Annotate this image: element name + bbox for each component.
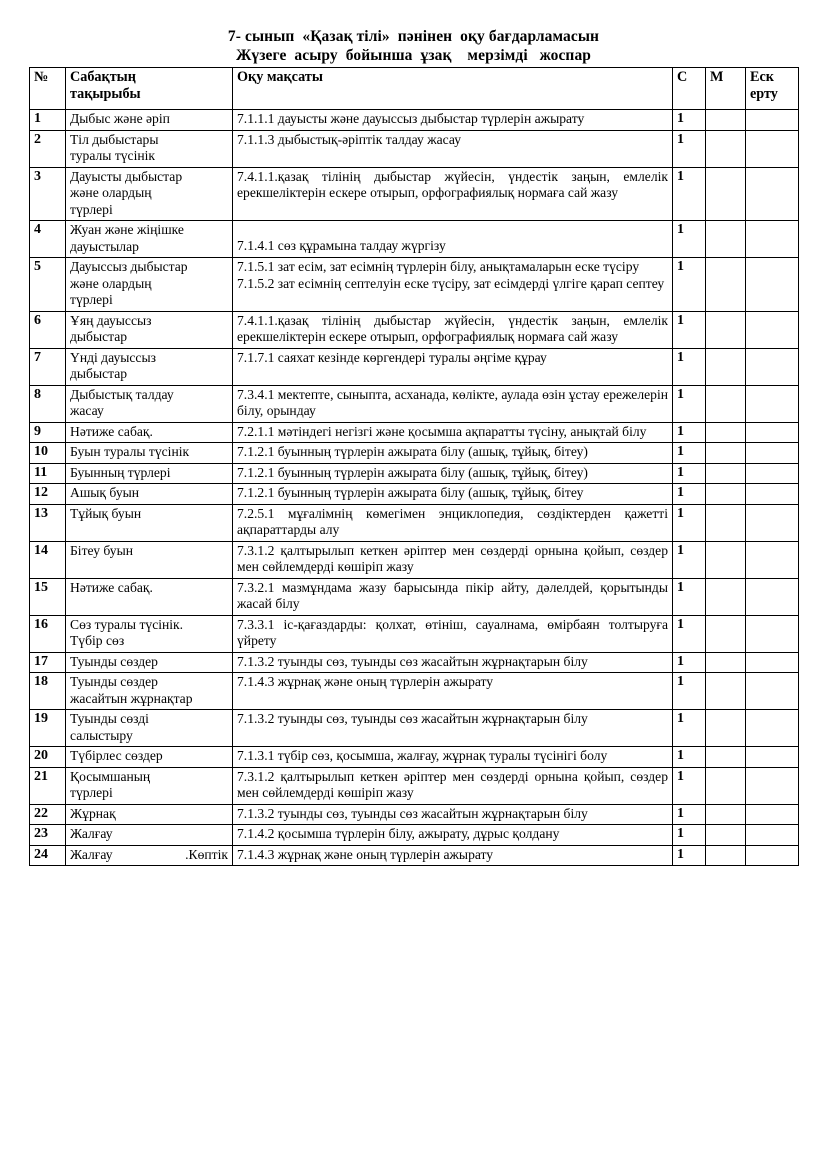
learning-objective-text: 7.4.1.1.қазақ тілінің дыбыстар жүйесін, үндестік заңын, емлелік ерекшеліктерін ескере отырып, орфографиялық нормаға сай жазу	[237, 312, 668, 344]
table-body	[30, 110, 799, 866]
month-cell	[706, 767, 746, 804]
table-row	[30, 463, 799, 484]
learning-objective-text: 7.3.3.1 іс-қағаздарды: қолхат, өтініш, сауалнама, өмірбаян толтыруға үйрету	[237, 616, 668, 648]
lesson-topic	[66, 615, 233, 652]
lesson-topic-line1: Дауысты дыбыстар	[70, 168, 183, 184]
lesson-topic-line1: Ұяң дауыссыз	[70, 312, 152, 328]
lesson-topic-line3: түрлері	[70, 201, 113, 217]
table-row	[30, 747, 799, 768]
note-cell	[746, 463, 799, 484]
note-cell	[746, 504, 799, 541]
table-row	[30, 652, 799, 673]
lesson-topic-line2: туралы түсінік	[70, 148, 156, 163]
lesson-topic	[66, 710, 233, 747]
table-row	[30, 443, 799, 464]
learning-objective-text: 7.1.3.1 түбір сөз, қосымша, жалғау, жұрнақ туралы түсінігі болу	[237, 748, 608, 763]
table-row	[30, 710, 799, 747]
note-cell	[746, 541, 799, 578]
table-row	[30, 541, 799, 578]
lesson-topic-line2: Түбір сөз	[70, 633, 125, 648]
learning-objective-text-2: 7.1.5.2 зат есімнің септелуін еске түсіру, зат есімдерді үлгіге қарап септеу	[237, 275, 665, 291]
lesson-topic	[66, 221, 233, 258]
note-cell	[746, 673, 799, 710]
lesson-topic-line1: Сөз туралы түсінік.	[70, 616, 184, 632]
learning-objective	[233, 504, 673, 541]
hours-count: 1	[673, 221, 706, 258]
hours-count: 1	[673, 167, 706, 221]
lesson-topic-line1: Жуан және жіңішке	[70, 222, 184, 237]
table-row	[30, 167, 799, 221]
note-cell	[746, 652, 799, 673]
row-number: 19	[30, 710, 66, 747]
note-cell	[746, 443, 799, 464]
header-note	[746, 68, 799, 110]
note-cell	[746, 348, 799, 385]
learning-objective-text: 7.2.1.1 мәтіндегі негізгі және қосымша ақпаратты түсіну, анықтай білу	[237, 423, 647, 439]
table-row	[30, 615, 799, 652]
hours-count: 1	[673, 578, 706, 615]
table-header-row	[30, 68, 799, 110]
learning-objective	[233, 615, 673, 652]
lesson-topic	[66, 348, 233, 385]
note-cell	[746, 385, 799, 422]
hours-count: 1	[673, 504, 706, 541]
lesson-topic-left: Жалғау	[70, 846, 113, 862]
month-cell	[706, 615, 746, 652]
lesson-topic	[66, 311, 233, 348]
header-topic	[66, 68, 233, 110]
month-cell	[706, 747, 746, 768]
learning-objective-text: 7.1.3.2 туынды сөз, туынды сөз жасайтын жұрнақтарын білу	[237, 711, 588, 726]
learning-objective-text: 7.3.1.2 қалтырылып кеткен әріптер мен сөздерді орнына қойып, сөздер мен сөйлемдерді көшіріп жазу	[237, 768, 668, 800]
learning-objective-text: 7.1.4.1 сөз құрамына талдау жүргізу	[237, 238, 446, 253]
lesson-topic	[66, 385, 233, 422]
month-cell	[706, 845, 746, 866]
month-cell	[706, 673, 746, 710]
lesson-topic: Нәтиже сабақ.	[66, 422, 233, 443]
table-row	[30, 804, 799, 825]
hours-count: 1	[673, 767, 706, 804]
header-note-line-2: ерту	[750, 85, 778, 102]
hours-count: 1	[673, 710, 706, 747]
hours-count: 1	[673, 825, 706, 846]
lesson-topic-line2: дауыстылар	[70, 238, 139, 254]
note-cell	[746, 615, 799, 652]
learning-objective	[233, 258, 673, 312]
month-cell	[706, 825, 746, 846]
learning-objective-text: 7.1.5.1 зат есім, зат есімнің түрлерін білу, анықтамаларын еске түсіру	[237, 259, 640, 274]
learning-objective	[233, 311, 673, 348]
learning-objective	[233, 463, 673, 484]
table-row	[30, 130, 799, 167]
row-number: 7	[30, 348, 66, 385]
hours-count: 1	[673, 845, 706, 866]
goal-spacer	[237, 222, 668, 238]
hours-count: 1	[673, 541, 706, 578]
hours-count: 1	[673, 673, 706, 710]
note-cell	[746, 767, 799, 804]
hours-count: 1	[673, 130, 706, 167]
month-cell	[706, 110, 746, 131]
hours-count: 1	[673, 443, 706, 464]
lesson-topic	[66, 845, 233, 866]
lesson-topic	[66, 167, 233, 221]
learning-objective-text: 7.1.2.1 буынның түрлерін ажырата білу (ашық, тұйық, бітеу)	[237, 464, 588, 480]
lesson-topic-line2: дыбыстар	[70, 366, 128, 381]
table-row	[30, 422, 799, 443]
lesson-topic: Жалғау	[66, 825, 233, 846]
learning-objective-text: 7.1.1.1 дауысты және дауыссыз дыбыстар түрлерін ажырату	[237, 111, 585, 126]
lesson-topic: Дыбыс және әріп	[66, 110, 233, 131]
learning-objective	[233, 541, 673, 578]
learning-objective	[233, 652, 673, 673]
month-cell	[706, 443, 746, 464]
hours-count: 1	[673, 652, 706, 673]
month-cell	[706, 578, 746, 615]
lesson-topic: Бітеу буын	[66, 541, 233, 578]
learning-objective-text: 7.1.2.1 буынның түрлерін ажырата білу (ашық, тұйық, бітеу)	[237, 444, 588, 459]
row-number: 15	[30, 578, 66, 615]
row-number: 24	[30, 845, 66, 866]
hours-count: 1	[673, 747, 706, 768]
lesson-topic-line1: Дыбыстық талдау	[70, 386, 174, 402]
note-cell	[746, 167, 799, 221]
note-cell	[746, 311, 799, 348]
table-row	[30, 484, 799, 505]
note-cell	[746, 825, 799, 846]
learning-objective	[233, 443, 673, 464]
row-number: 12	[30, 484, 66, 505]
month-cell	[706, 484, 746, 505]
header-topic-line-1: Сабақтың	[70, 69, 136, 85]
table-row	[30, 673, 799, 710]
hours-count: 1	[673, 804, 706, 825]
lesson-topic: Ашық буын	[66, 484, 233, 505]
month-cell	[706, 130, 746, 167]
title-line-1: 7- сынып «Қазақ тілі» пәнінен оқу бағдарламасын	[227, 28, 600, 45]
month-cell	[706, 652, 746, 673]
learning-objective-text: 7.1.3.2 туынды сөз, туынды сөз жасайтын жұрнақтарын білу	[237, 653, 588, 669]
note-cell	[746, 221, 799, 258]
row-number: 10	[30, 443, 66, 464]
lesson-topic-line2: және олардың	[70, 275, 152, 291]
learning-objective	[233, 167, 673, 221]
row-number: 13	[30, 504, 66, 541]
learning-objective-text: 7.1.7.1 саяхат кезінде көргендері туралы әңгіме құрау	[237, 349, 547, 365]
table-row	[30, 258, 799, 312]
lesson-topic: Тұйық буын	[66, 504, 233, 541]
learning-objective-text: 7.1.4.2 қосымша түрлерін білу, ажырату, дұрыс қолдану	[237, 826, 560, 841]
hours-count: 1	[673, 484, 706, 505]
note-cell	[746, 110, 799, 131]
learning-objective	[233, 710, 673, 747]
table-row	[30, 825, 799, 846]
month-cell	[706, 710, 746, 747]
learning-objective	[233, 804, 673, 825]
lesson-topic-line1: Тіл дыбыстары	[70, 131, 159, 147]
hours-count: 1	[673, 422, 706, 443]
note-cell	[746, 710, 799, 747]
hours-count: 1	[673, 311, 706, 348]
row-number: 9	[30, 422, 66, 443]
lesson-topic-line2: жасайтын жұрнақтар	[70, 690, 193, 706]
row-number: 4	[30, 221, 66, 258]
lesson-topic-line2: дыбыстар	[70, 329, 128, 344]
table-row	[30, 311, 799, 348]
learning-objective-text: 7.1.4.3 жұрнақ және оның түрлерін ажырату	[237, 846, 494, 862]
learning-objective-text: 7.3.2.1 мазмұндама жазу барысында пікір айту, дәлелдей, қорытынды жасай білу	[237, 579, 668, 611]
hours-count: 1	[673, 348, 706, 385]
lesson-topic-right: .Көптік	[185, 846, 228, 862]
table-row	[30, 110, 799, 131]
learning-objective-text: 7.1.4.3 жұрнақ және оның түрлерін ажырату	[237, 674, 494, 689]
note-cell	[746, 804, 799, 825]
title-line-2: Жүзеге асыру бойынша ұзақ мерзімді жоспар	[235, 47, 592, 64]
month-cell	[706, 348, 746, 385]
lesson-topic-line2: және олардың	[70, 185, 152, 200]
lesson-topic-line2: салыстыру	[70, 727, 133, 743]
header-hours: С	[673, 68, 706, 110]
month-cell	[706, 167, 746, 221]
month-cell	[706, 504, 746, 541]
lesson-topic: Түбірлес сөздер	[66, 747, 233, 768]
note-cell	[746, 747, 799, 768]
row-number: 18	[30, 673, 66, 710]
table-row	[30, 845, 799, 866]
document-title	[0, 0, 827, 65]
table-row	[30, 348, 799, 385]
header-number: №	[30, 68, 66, 110]
row-number: 16	[30, 615, 66, 652]
long-term-plan-table	[29, 67, 799, 866]
lesson-topic	[66, 130, 233, 167]
learning-objective	[233, 825, 673, 846]
lesson-topic-line1: Дауыссыз дыбыстар	[70, 259, 188, 274]
lesson-topic-line3: түрлері	[70, 292, 113, 307]
learning-objective	[233, 767, 673, 804]
learning-objective	[233, 221, 673, 258]
note-cell	[746, 422, 799, 443]
row-number: 14	[30, 541, 66, 578]
month-cell	[706, 804, 746, 825]
learning-objective-text: 7.1.2.1 буынның түрлерін ажырата білу (ашық, тұйық, бітеу	[237, 485, 584, 500]
learning-objective	[233, 385, 673, 422]
learning-objective	[233, 747, 673, 768]
hours-count: 1	[673, 385, 706, 422]
learning-objective-text: 7.3.4.1 мектепте, сыныпта, асханада, көлікте, аулада өзін ұстау ережелерін білу, орындау	[237, 386, 668, 418]
row-number: 6	[30, 311, 66, 348]
learning-objective-text: 7.1.1.3 дыбыстық-әріптік талдау жасау	[237, 131, 461, 147]
row-number: 8	[30, 385, 66, 422]
learning-objective	[233, 673, 673, 710]
lesson-topic	[66, 673, 233, 710]
table-row	[30, 578, 799, 615]
hours-count: 1	[673, 615, 706, 652]
month-cell	[706, 311, 746, 348]
lesson-topic-line1: Туынды сөзді	[70, 711, 149, 726]
hours-count: 1	[673, 110, 706, 131]
lesson-topic: Туынды сөздер	[66, 652, 233, 673]
table-row	[30, 767, 799, 804]
row-number: 21	[30, 767, 66, 804]
note-cell	[746, 130, 799, 167]
learning-objective-text: 7.3.1.2 қалтырылып кеткен әріптер мен сөздерді орнына қойып, сөздер мен сөйлемдерді көшіріп жазу	[237, 542, 668, 574]
lesson-topic-line1: Қосымшаның	[70, 768, 151, 784]
learning-objective-text: 7.1.3.2 туынды сөз, туынды сөз жасайтын жұрнақтарын білу	[237, 805, 588, 821]
learning-objective-text: 7.4.1.1.қазақ тілінің дыбыстар жүйесін, үндестік заңын, емлелік ерекшеліктерін ескере отырып, орфографиялық нормаға сай жазу	[237, 168, 668, 200]
month-cell	[706, 541, 746, 578]
month-cell	[706, 463, 746, 484]
hours-count: 1	[673, 258, 706, 312]
hours-count: 1	[673, 463, 706, 484]
lesson-topic-line2: жасау	[70, 403, 104, 418]
lesson-topic-line1: Туынды сөздер	[70, 674, 158, 689]
learning-objective	[233, 578, 673, 615]
lesson-topic	[66, 258, 233, 312]
row-number: 5	[30, 258, 66, 312]
row-number: 17	[30, 652, 66, 673]
learning-objective	[233, 484, 673, 505]
row-number: 3	[30, 167, 66, 221]
lesson-topic-line2: түрлері	[70, 785, 113, 800]
learning-objective	[233, 130, 673, 167]
learning-objective	[233, 845, 673, 866]
learning-objective	[233, 422, 673, 443]
header-topic-line-2: тақырыбы	[70, 85, 141, 102]
header-note-line-1: Еск	[750, 69, 774, 85]
header-goal: Оқу мақсаты	[233, 68, 673, 110]
row-number: 22	[30, 804, 66, 825]
table-row	[30, 221, 799, 258]
month-cell	[706, 221, 746, 258]
note-cell	[746, 578, 799, 615]
note-cell	[746, 845, 799, 866]
lesson-topic: Жұрнақ	[66, 804, 233, 825]
row-number: 20	[30, 747, 66, 768]
row-number: 11	[30, 463, 66, 484]
note-cell	[746, 258, 799, 312]
lesson-topic: Буын туралы түсінік	[66, 443, 233, 464]
table-row	[30, 504, 799, 541]
lesson-topic-line1: Үнді дауыссыз	[70, 349, 156, 365]
lesson-topic: Буынның түрлері	[66, 463, 233, 484]
lesson-topic: Нәтиже сабақ.	[66, 578, 233, 615]
learning-objective	[233, 110, 673, 131]
month-cell	[706, 422, 746, 443]
header-m: М	[706, 68, 746, 110]
row-number: 1	[30, 110, 66, 131]
lesson-topic	[66, 767, 233, 804]
learning-objective-text: 7.2.5.1 мұғалімнің көмегімен энциклопедия, сөздіктерден қажетті ақпараттарды алу	[237, 505, 668, 537]
row-number: 2	[30, 130, 66, 167]
learning-objective	[233, 348, 673, 385]
note-cell	[746, 484, 799, 505]
month-cell	[706, 258, 746, 312]
table-row	[30, 385, 799, 422]
row-number: 23	[30, 825, 66, 846]
month-cell	[706, 385, 746, 422]
